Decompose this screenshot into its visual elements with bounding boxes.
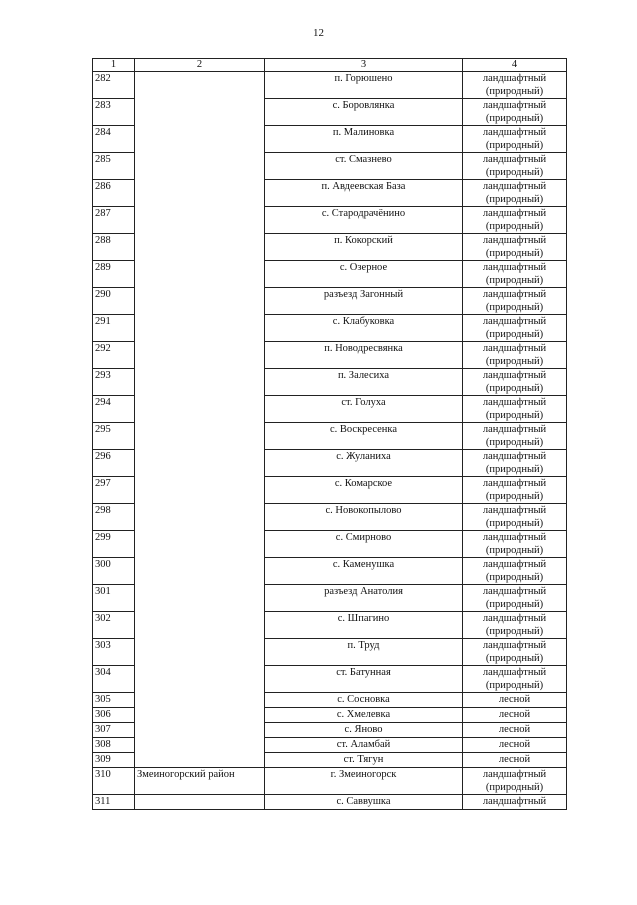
row-number: 286 [93,180,135,207]
type-line: лесной [498,739,531,750]
row-number: 289 [93,261,135,288]
type-line: ландшафтный [482,181,547,192]
type-line: (природный) [485,167,544,178]
type-cell [463,666,567,693]
type-cell [463,723,567,738]
table-row [93,768,567,795]
type-line: ландшафтный [482,769,547,780]
type-line: (природный) [485,383,544,394]
row-number: 285 [93,153,135,180]
type-cell [463,708,567,723]
settlement-name: с. Каменушка [265,558,463,585]
settlement-name: с. Воскресенка [265,423,463,450]
settlement-name: ст. Голуха [265,396,463,423]
table-row [93,795,567,810]
settlement-name: п. Авдеевская База [265,180,463,207]
row-number: 305 [93,693,135,708]
type-line: (природный) [485,626,544,637]
type-line: (природный) [485,194,544,205]
row-number: 298 [93,504,135,531]
type-line: (природный) [485,86,544,97]
type-cell [463,288,567,315]
type-line: лесной [498,724,531,735]
row-number: 300 [93,558,135,585]
type-line: (природный) [485,653,544,664]
settlement-name: п. Залесиха [265,369,463,396]
column-header-1: 1 [93,59,135,72]
type-line: (природный) [485,248,544,259]
type-line: ландшафтный [482,262,547,273]
row-number: 302 [93,612,135,639]
settlement-name: с. Стародрачёнино [265,207,463,234]
type-cell [463,585,567,612]
type-line: ландшафтный [482,316,547,327]
type-cell [463,72,567,99]
type-cell [463,639,567,666]
row-number: 283 [93,99,135,126]
settlement-name: с. Новокопылово [265,504,463,531]
settlement-name: разъезд Загонный [265,288,463,315]
type-cell [463,369,567,396]
row-number: 291 [93,315,135,342]
settlement-name: г. Змеиногорск [265,768,463,795]
type-cell [463,99,567,126]
type-line: ландшафтный [482,397,547,408]
settlement-name: с. Озерное [265,261,463,288]
settlement-name: п. Труд [265,639,463,666]
type-line: ландшафтный [482,586,547,597]
type-cell [463,126,567,153]
type-cell [463,531,567,558]
type-line: (природный) [485,302,544,313]
row-number: 282 [93,72,135,99]
type-line: ландшафтный [482,289,547,300]
row-number: 310 [93,768,135,795]
column-header-3: 3 [265,59,463,72]
type-line: (природный) [485,782,544,793]
type-line: (природный) [485,410,544,421]
district-cell [135,795,265,810]
type-line: ландшафтный [482,478,547,489]
type-line: лесной [498,694,531,705]
type-cell [463,342,567,369]
row-number: 293 [93,369,135,396]
type-cell [463,207,567,234]
type-line: ландшафтный [482,505,547,516]
type-cell [463,180,567,207]
type-cell [463,558,567,585]
district-cell [135,72,265,768]
type-cell [463,450,567,477]
type-cell [463,423,567,450]
settlement-name: п. Малиновка [265,126,463,153]
type-line: (природный) [485,113,544,124]
type-line: лесной [498,709,531,720]
type-line: ландшафтный [482,424,547,435]
row-number: 296 [93,450,135,477]
settlement-name: ст. Тягун [265,753,463,768]
type-line: (природный) [485,221,544,232]
row-number: 308 [93,738,135,753]
settlement-name: разъезд Анатолия [265,585,463,612]
type-line: ландшафтный [482,640,547,651]
type-line: ландшафтный [482,451,547,462]
row-number: 311 [93,795,135,810]
district-cell: Змеиногорский район [135,768,265,795]
type-line: ландшафтный [482,343,547,354]
settlement-name: с. Боровлянка [265,99,463,126]
type-line: ландшафтный [482,796,547,807]
settlement-name: с. Комарское [265,477,463,504]
row-number: 304 [93,666,135,693]
type-line: (природный) [485,491,544,502]
type-line: ландшафтный [482,370,547,381]
row-number: 303 [93,639,135,666]
settlements-table [92,58,567,810]
type-cell [463,261,567,288]
type-line: ландшафтный [482,667,547,678]
type-cell [463,396,567,423]
type-cell [463,504,567,531]
settlement-name: ст. Смазнево [265,153,463,180]
settlement-name: ст. Аламбай [265,738,463,753]
type-line: ландшафтный [482,532,547,543]
type-cell [463,753,567,768]
type-cell [463,477,567,504]
settlement-name: п. Кокорский [265,234,463,261]
row-number: 301 [93,585,135,612]
table-body [93,72,567,810]
row-number: 306 [93,708,135,723]
settlement-name: с. Хмелевка [265,708,463,723]
type-line: (природный) [485,275,544,286]
type-cell [463,315,567,342]
row-number: 294 [93,396,135,423]
row-number: 287 [93,207,135,234]
settlement-name: ст. Батунная [265,666,463,693]
type-line: ландшафтный [482,154,547,165]
settlement-name: с. Шпагино [265,612,463,639]
row-number: 290 [93,288,135,315]
table-row [93,72,567,99]
type-line: ландшафтный [482,208,547,219]
row-number: 299 [93,531,135,558]
type-line: (природный) [485,680,544,691]
row-number: 288 [93,234,135,261]
type-cell [463,693,567,708]
type-line: (природный) [485,464,544,475]
row-number: 292 [93,342,135,369]
settlement-name: с. Яново [265,723,463,738]
type-line: ландшафтный [482,559,547,570]
type-line: (природный) [485,329,544,340]
row-number: 307 [93,723,135,738]
type-cell [463,738,567,753]
column-header-4: 4 [463,59,567,72]
row-number: 297 [93,477,135,504]
settlement-name: с. Саввушка [265,795,463,810]
type-line: (природный) [485,356,544,367]
settlement-name: с. Сосновка [265,693,463,708]
type-cell [463,795,567,810]
type-line: лесной [498,754,531,765]
type-cell [463,612,567,639]
row-number: 309 [93,753,135,768]
type-cell [463,153,567,180]
type-line: ландшафтный [482,127,547,138]
type-line: ландшафтный [482,235,547,246]
type-line: (природный) [485,518,544,529]
type-line: ландшафтный [482,73,547,84]
row-number: 295 [93,423,135,450]
settlement-name: с. Клабуковка [265,315,463,342]
type-cell [463,234,567,261]
type-line: (природный) [485,572,544,583]
table-header [93,59,567,72]
row-number: 284 [93,126,135,153]
type-line: (природный) [485,140,544,151]
settlement-name: п. Горюшено [265,72,463,99]
type-line: (природный) [485,599,544,610]
column-header-2: 2 [135,59,265,72]
type-line: ландшафтный [482,613,547,624]
settlement-name: с. Смирново [265,531,463,558]
page-number: 12 [313,27,324,39]
type-cell [463,768,567,795]
settlement-name: с. Жуланиха [265,450,463,477]
settlement-name: п. Новодресвянка [265,342,463,369]
type-line: ландшафтный [482,100,547,111]
type-line: (природный) [485,545,544,556]
type-line: (природный) [485,437,544,448]
